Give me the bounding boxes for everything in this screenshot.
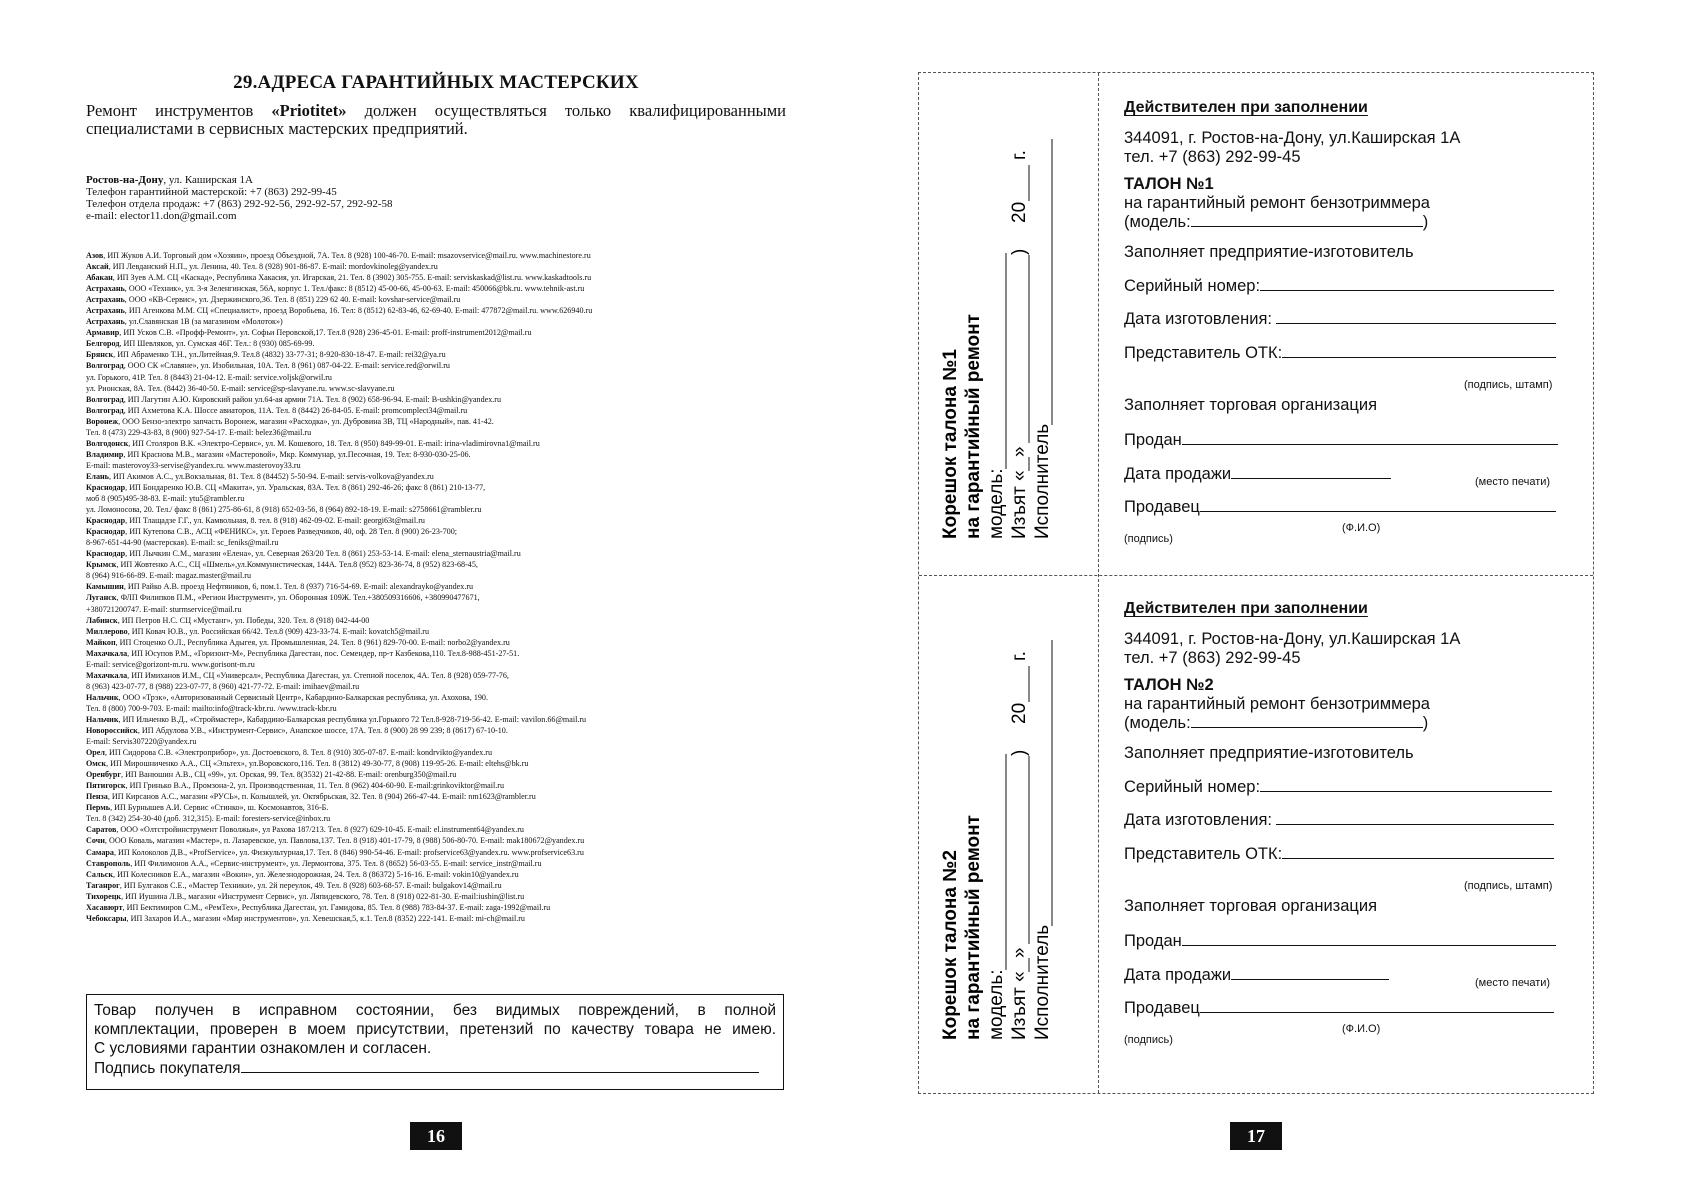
service-center-details: +380721200747. E-mail: sturmservice@mail.ru [86,604,242,614]
service-center-details: ул. Рионская, 8А. Тел. (8442) 36-40-50. E-mail: service@sp-slavyane.ru. www.sc-slavyane.ru [86,383,395,393]
service-center-details: ул. Горького, 41Р. Тел. 8 (8443) 21-04-12. E-mail: service.voljsk@orwil.ru [86,372,332,382]
service-center-details: , ИП Иушина Л.В., магазин «Инструмент Сервис», ул. Ляпидевского, 78. Тел. 8 (918) 022-81-30. E-mail:iushin@list.ru [121,891,525,901]
stub-1-title: Корешок талона №1 [940,349,961,539]
page-number-left: 16 [410,1122,462,1150]
service-center-details: 8 (964) 916-66-89. E-mail: magaz.master@mail.ru [86,571,252,581]
service-center-entry [86,471,786,482]
page-title: 29.АДРЕСА ГАРАНТИЙНЫХ МАСТЕРСКИХ [233,72,639,93]
service-center-city: Абакан [86,273,113,283]
coupon-1-name-hint: (Ф.И.О) [1342,522,1381,534]
service-center-entry [86,460,786,471]
service-center-city: Оренбург [86,770,122,780]
service-center-entry [86,681,786,692]
service-center-entry [86,648,786,659]
service-center-entry [86,604,786,615]
coupon-1-trade-section: Заполняет торговая организация [1124,396,1378,414]
coupon-2-subtitle: на гарантийный ремонт бензотриммера [1124,695,1430,713]
service-center-city: Краснодар [86,527,126,537]
service-center-details: , ООО «КВ-Сервис», ул. Дзержинского,36. Тел. 8 (851) 229 62 40. E-mail: kovshar-service@mail.ru [124,295,461,305]
stub-2-title: Корешок талона №2 [940,850,961,1040]
service-center-entry [86,725,786,736]
service-center-details: , ИП Колоколов Д.В., «ProfService», ул. Физкультурная,17. Тел. 8 (846) 990-54-46. E-mail: profservice63@yandex.ru. www.profservice63.ru [113,847,584,857]
service-center-details: , ИП Петров Н.С. СЦ «Мустанг», ул. Победы, 320. Тел. 8 (918) 042-44-00 [117,615,370,625]
coupon-2-title: ТАЛОН №2 [1124,676,1214,694]
service-center-city: Елань [86,471,109,481]
service-center-city: Краснодар [86,482,126,492]
coupon-1-subtitle: на гарантийный ремонт бензотриммера [1124,194,1430,212]
service-center-entry [86,835,786,846]
service-center-details: , ИП Агенкова М.М. СЦ «Специалист», проезд Воробьева, 16. Тел: 8 (8512) 62-83-46, 62-69-40. E-mail: 477872@mail.ru. www.626940.ru [124,306,593,316]
intro-paragraph [86,102,786,138]
service-center-city: Астрахань [86,284,125,294]
service-center-city: Миллерово [86,626,128,636]
service-center-details: E-mail: service@gorizont-m.ru. www.gorisont-m.ru [86,659,255,669]
coupon-2-sold-label: Продан [1124,932,1182,950]
coupon-1-serial-field[interactable] [1260,276,1554,291]
service-center-details: , ИП Захаров И.А., магазин «Мир инструментов», ул. Хевешская,5, к.1. Тел.8 (8352) 222-141. E-mail: mi-ch@mail.ru [126,913,525,923]
service-center-details: , ИП Ахметова К.А. Шоссе авиаторов, 11А. Тел. 8 (8442) 26-84-05. E-mail: promcomplect34@mail.ru [123,405,468,415]
service-center-entry [86,372,786,383]
coupon-2-valid-note: Действителен при заполнении [1124,600,1368,617]
service-center-details: 8 (963) 423-07-77, 8 (988) 223-07-77, 8 (960) 421-77-72. E-mail: imihaev@mail.ru [86,681,360,691]
service-center-entry [86,858,786,869]
coupon-2-address: 344091, г. Ростов-на-Дону, ул.Каширская 1А [1124,630,1461,648]
service-center-details: , ИП Абраменко Т.Н., ул.Литейная,9. Тел.8 (4832) 33-77-31; 8-920-830-18-47. E-mail: rei32@ya.ru [113,350,446,360]
coupon-1-seller-label: Продавец [1124,498,1200,516]
coupon-2-date-made-field[interactable] [1276,810,1554,825]
service-center-city: Волгоград [86,405,124,415]
service-center-details: , ИП Бондаренко Ю.В. СЦ «Макита», ул. Уральская, 83А. Тел. 8 (861) 292-46-26; факс 8 (861) 210-13-77, [125,482,486,492]
service-center-entry [86,791,786,802]
service-center-city: Хасавюрт [86,902,123,912]
service-center-list [86,250,786,924]
service-center-details: , ИП Жовтенко А.С., СЦ «Шмель»,ул.Коммунистическая, 144А. Тел.8 (952) 823-36-74, 8 (952) 823-68-45, [116,560,478,570]
coupon-2-manufacturer-section: Заполняет предприятие-изготовитель [1124,744,1414,762]
service-center-details: , ИП Мирошниченко А.А., СЦ «Эльтех», ул.Воровского,116. Тел. 8 (3812) 49-30-77, 8 (908) 119-95-26. E-mail: eltehs@bk.ru [106,759,529,769]
service-center-entry [86,427,786,438]
receipt-line-2: комплектации, проверен в моем присутствии, претензий по качеству товара не имею. [94,1021,776,1038]
coupon-2-seller-field[interactable] [1200,998,1554,1013]
coupon-1-title: ТАЛОН №1 [1124,175,1214,193]
stub-1-model: модель: [986,468,1007,539]
buyer-signature-label: Подпись покупателя [94,1060,241,1077]
stub-1-svg [919,73,1098,575]
service-center-entry [86,526,786,537]
service-center-details: , ИП Акимов А.С., ул.Вокзальная, 81. Тел. 8 (84452) 5-50-94. E-mail: servis-volkova@yandex.ru [108,471,434,481]
service-center-city: Волгоград [86,361,124,371]
stub-1-year-suffix: г. [1009,150,1030,160]
service-center-details: , ООО «Техник», ул. 3-я Зеленгинская, 56А, корпус 1. Тел./факс: 8 (8512) 45-00-66, 45-00-63. E-mail: 450066@bk.ru. www.tehnik-ast.ru [124,284,585,294]
service-center-city: Астрахань [86,295,125,305]
coupon-2-serial-field[interactable] [1260,777,1552,792]
coupon-1-model-close: ) [1422,213,1429,231]
service-center-entry [86,449,786,460]
coupon-2-sign-stamp-hint: (подпись, штамп) [1464,880,1553,892]
service-center-city: Камышин [86,582,124,592]
service-center-entry [86,338,786,349]
coupon-1-seller-row [1124,497,1556,517]
headquarters-block [86,174,786,222]
service-center-city: Махачкала [86,648,128,658]
service-center-city: Новороссийск [86,726,138,736]
service-center-city: Волгодонск [86,438,129,448]
coupon-2-date-made-row [1124,810,1554,830]
service-center-details: , ИП Бурнышев А.И. Сервис «Стинко», ш. Космонавтов, 316-Б. [110,803,329,813]
coupon-2-qc-label: Представитель ОТК: [1124,845,1283,863]
service-center-entry [86,570,786,581]
hq-service-phone: Телефон гарантийной мастерской: +7 (863) 292-99-45 [86,186,337,198]
coupon-2-sold-field[interactable] [1182,931,1556,946]
hq-address [86,174,786,186]
stub-2-executor: Исполнитель [1032,924,1053,1040]
stub-1-year-prefix: 20 [1009,201,1030,223]
coupon-1-date-made-label: Дата изготовления: [1124,310,1272,328]
service-center-city: Лабинск [86,615,118,625]
service-center-details: , ИП Левданский Н.П., ул. Ленина, 40. Тел. 8 (928) 901-86-87. E-mail: mordovkinoleg@yandex.ru [108,262,438,272]
service-center-city: Махачкала [86,670,128,680]
coupon-1-valid-note: Действителен при заполнении [1124,99,1368,116]
service-center-entry [86,504,786,515]
stub-1-seized: Изъят « [1009,470,1030,539]
service-center-details: , ООО Бензо-электро запчасть Воронеж, магазин «Расходка», ул. Дубровина 3В, ТЦ «Народный», пав. 41-42. [118,416,494,426]
coupon-1-date-made-row [1124,309,1556,329]
coupon-1-sale-date-field[interactable] [1231,464,1391,479]
buyer-signature-line[interactable] [241,1058,759,1073]
service-center-details: , ИП Бектимиров С.М., «РемТех», Республика Дагестан, ул. Гамидова, 85. Тел. 8 (988) 783-84-37. E-mail: zaga-1992@mail.ru [122,902,551,912]
service-center-entry [86,283,786,294]
service-center-entry [86,626,786,637]
coupon-1-sold-label: Продан [1124,431,1182,449]
service-center-details: ул. Ломоносова, 20. Тел./ факс 8 (861) 275-86-61, 8 (918) 652-03-56, 8 (964) 892-18-19. E-mail: s2758661@rambler.ru [86,505,482,515]
service-center-entry [86,493,786,504]
service-center-city: Волгоград [86,394,124,404]
stub-1-executor: Исполнитель [1032,423,1053,539]
service-center-city: Пятигорск [86,781,126,791]
service-center-entry [86,305,786,316]
service-center-city: Нальчик [86,692,119,702]
service-center-entry [86,482,786,493]
service-center-entry [86,692,786,703]
service-center-city: Омск [86,759,107,769]
service-center-details: , ул.Славянская 1В (за магазином «Молоток») [124,317,283,327]
receipt-line-3: С условиями гарантии ознакомлен и согласен. [94,1040,432,1057]
hq-email: e-mail: elector11.don@gmail.com [86,210,237,222]
service-center-entry [86,548,786,559]
service-center-entry [86,703,786,714]
service-center-city: Чебоксары [86,913,127,923]
service-center-details: , ИП Филимонов А.А., «Сервис-инструмент», ул. Лермонтова, 375. Тел. 8 (8652) 56-03-55. E-mail: service_instr@mail.ru [130,858,542,868]
service-center-details: , ИП Имиханов И.М., СЦ «Универсал», Республика Дагестан, ул. Степной поселок, 4А. Тел. 8 (928) 059-77-76, [127,670,509,680]
stub-2-svg [919,576,1098,1078]
coupon-2-model-row [1124,713,1428,732]
coupon-1-address: 344091, г. Ростов-на-Дону, ул.Каширская 1А [1124,129,1461,147]
coupon-1-serial-row [1124,276,1554,296]
service-center-city: Сочи [86,836,105,846]
coupon-1-seal-place-hint: (место печати) [1475,476,1551,488]
service-center-city: Ставрополь [86,858,131,868]
coupon-2-trade-section: Заполняет торговая организация [1124,897,1378,915]
service-center-city: Владимир [86,449,124,459]
service-center-entry [86,360,786,371]
service-center-details: , ФЛП Филипков П.М., «Регион Инструмент», ул. Оборонная 109Ж. Тел.+380509316606, +380990477671, [116,593,480,603]
stub-2-model: модель: [986,969,1007,1040]
service-center-details: , ИП Жуков А.И. Торговый дом «Хозяин», проезд Объездной, 7А. Тел. 8 (928) 100-46-70. E-mail: msazovservice@mail.ru. www.machinestore.ru [103,251,591,260]
service-center-details: , ООО «Олтстройинструмент Поволжья», ул Рахова 187/213. Тел. 8 (927) 629-10-45. E-mail: el.instrument64@yandex.ru [116,825,524,835]
service-center-entry [86,813,786,824]
service-center-city: Пенза [86,792,108,802]
coupon-stub-2 [919,576,1098,1078]
service-center-entry [86,824,786,835]
service-center-details: Тел. 8 (800) 700-9-703. E-mail: mailto:info@track-kbr.ru. /www.track-kbr.ru [86,703,337,713]
service-center-entry [86,250,786,261]
service-center-entry [86,902,786,913]
service-center-city: Саратов [86,825,117,835]
service-center-entry [86,659,786,670]
stub-1-subtitle: на гарантийный ремонт [963,314,984,539]
service-center-details: , ИП Столяров В.К. «Электро-Сервис», ул. М. Кошевого, 18. Тел. 8 (950) 849-99-01. E-mail: irina-vladimirovna1@mail.ru [128,438,540,448]
service-center-city: Краснодар [86,516,126,526]
coupon-1-qc-row [1124,343,1556,363]
service-center-entry [86,294,786,305]
coupon-1-sign-stamp-hint: (подпись, штамп) [1464,379,1553,391]
stub-1-seized-close: » [1009,446,1030,457]
service-center-details: Тел. 8 (473) 229-43-83, 8 (900) 927-54-17. E-mail: belez36@mail.ru [86,427,312,437]
service-center-entry [86,913,786,924]
receipt-line-1: Товар получен в исправном состоянии, без видимых повреждений, в полной [94,1002,776,1019]
stub-2-year-suffix: г. [1009,651,1030,661]
service-center-entry [86,869,786,880]
service-center-city: Орел [86,748,105,758]
service-center-details: Тел. 8 (342) 254-30-40 (доб. 312,315). E-mail: foresters-service@inbox.ru [86,814,331,824]
coupon-2-sale-date-row [1124,965,1389,985]
stub-2-seized: Изъят « [1009,971,1030,1040]
service-center-entry [86,515,786,526]
service-center-details: , ООО «Трэк», «Авторизованный Сервисный Центр», Кабардино-Балкарская республика, ул. Ахохова, 190. [118,692,488,702]
service-center-entry [86,383,786,394]
warranty-coupon-2 [1099,576,1595,1078]
service-center-entry [86,394,786,405]
coupon-2-date-made-label: Дата изготовления: [1124,811,1272,829]
service-center-city: Тихорецк [86,891,122,901]
service-center-details: , ИП Юсупов Р.М., «Горизонт-М», Республика Дагестан, пос. Семендер, пр-т Казбекова,110. Тел.8-988-451-27-51. [127,648,520,658]
service-center-entry [86,880,786,891]
service-center-entry [86,416,786,427]
service-center-details: , ИП Ильченко В.Д., «Строймастер», Кабардино-Балкарская республика ул.Горького 72 Тел.8-928-719-56-42. E-mail: vavilon.66@mail.ru [118,714,587,724]
service-center-details: , ИП Тлащадзе Г.Г., ул. Камвольная, 8. тел. 8 (918) 462-09-02. E-mail: georgi63t@mail.ru [125,516,425,526]
coupon-1-qc-label: Представитель ОТК: [1124,344,1283,362]
coupon-2-signature-hint: (подпись) [1124,1034,1173,1046]
service-center-city: Аксай [86,262,109,272]
intro-after: должен осуществляться только квалифицированными специалистами в сервисных мастерских предприятий. [86,101,787,138]
service-center-entry [86,780,786,791]
service-center-city: Самара [86,847,114,857]
warranty-coupons [918,72,1594,1094]
service-center-entry [86,438,786,449]
service-center-entry [86,349,786,360]
coupon-2-qc-row [1124,844,1554,864]
service-center-details: E-mail: masterovoy33-servise@yandex.ru. www.masterovoy33.ru [86,460,301,470]
coupon-2-sale-date-field[interactable] [1231,965,1389,980]
service-center-entry [86,327,786,338]
service-center-entry [86,802,786,813]
service-center-city: Краснодар [86,549,126,559]
service-center-details: , ООО Коваль, магазин «Мастер», п. Лазаревское, ул. Павлова,137. Тел. 8 (918) 401-17-79, 8 (988) 506-80-70. E-mail: mak180672@yandex.ru [104,836,585,846]
coupon-2-sale-date-label: Дата продажи [1124,966,1232,984]
page-number-right: 17 [1230,1122,1282,1150]
service-center-details: , ИП Шевляков, ул. Сумская 46Г. Тел.: 8 (930) 085-69-99. [119,339,315,349]
coupon-2-seal-place-hint: (место печати) [1475,977,1551,989]
service-center-details: , ИП Краснова М.В., магазин «Мастеровой», Мкр. Коммунар, ул.Песочная, 19. Тел: 8-930-030-25-06. [123,449,471,459]
brand-name: «Priotitet» [271,101,347,120]
service-center-entry [86,714,786,725]
coupon-1-serial-label: Серийный номер: [1124,277,1261,295]
service-center-details: , ИП Абдулова У.В., «Инструмент-Сервис», Анапское шоссе, 17А. Тел. 8 (900) 28 99 239; 8 (8617) 67-10-10. [137,726,508,736]
service-center-details: , ИП Булгаков С.Е., «Мастер Техники», ул. 2й переулок, 49. Тел. 8 (928) 603-68-57. E-mail: bulgakov14@mail.ru [119,880,502,890]
service-center-city: Белгород [86,339,120,349]
coupon-1-sale-date-row [1124,464,1391,484]
coupon-1-manufacturer-section: Заполняет предприятие-изготовитель [1124,243,1414,261]
hq-sales-phone: Телефон отдела продаж: +7 (863) 292-92-56, 292-92-57, 292-92-58 [86,198,393,210]
coupon-2-seller-row [1124,998,1554,1018]
service-center-entry [86,847,786,858]
receipt-confirmation-box [86,994,784,1090]
service-center-city: Брянск [86,350,114,360]
service-center-city: Армавир [86,328,120,338]
service-center-details: , ИП Кирсанов А.С., магазин «РУСЬ», п. Колышлей, ул. Октябрьская, 32. Тел. 8 (904) 266-47-44. E-mail: nm1623@rambler.ru [107,792,536,802]
service-center-entry [86,581,786,592]
service-center-details: , ИП Кутепова С.В., АСЦ «ФЕНИКС», ул. Героев Разведчиков, 40, оф. 28 Тел. 8 (900) 26-23-700; [125,527,458,537]
service-center-city: Майкоп [86,637,116,647]
stub-2-seized-close: » [1009,947,1030,958]
service-center-details: , ИП Лагутин А.Ю. Кировский район ул.64-ая армии 71А. Тел. 8 (902) 658-96-94. E-mail: B-ushkin@yandex.ru [123,394,502,404]
service-center-entry [86,559,786,570]
coupon-1-phone: тел. +7 (863) 292-99-45 [1124,148,1301,166]
coupon-1-qc-field[interactable] [1282,343,1556,358]
service-center-entry [86,670,786,681]
service-center-entry [86,637,786,648]
coupon-1-model-label: (модель: [1124,213,1191,231]
service-center-entry [86,769,786,780]
stub-2-paren: ) [1009,749,1030,756]
service-center-details: , ИП Райко А.В. проезд Нефтяников, 6, пом.1. Тел. 8 (937) 716-54-69. E-mail: alexandrayko@yandex.ru [123,582,474,592]
service-center-city: Луганск [86,593,117,603]
service-center-entry [86,405,786,416]
buyer-signature-row [94,1058,776,1078]
intro-before: Ремонт инструментов [86,101,272,120]
left-page [86,72,786,924]
coupon-2-serial-label: Серийный номер: [1124,778,1261,796]
coupon-2-seller-label: Продавец [1124,999,1200,1017]
service-center-details: 8-967-651-44-90 (мастерская). E-mail: sc_feniks@mail.ru [86,538,279,548]
service-center-details: , ИП Стоценко О.Л., Республика Адыгея, ул. Промышленная, 24. Тел. 8 (961) 829-70-00. E-mail: norbo2@yandex.ru [115,637,510,647]
service-center-details: , ИП Усков С.В. «Профф-Ремонт», ул. Софьи Перовской,17. Тел.8 (928) 236-45-01. E-mail: proff-instrument2012@mail.ru [119,328,532,338]
service-center-entry [86,316,786,327]
service-center-details: моб 8 (905)495-38-83. E-mail: ytu5@rambler.ru [86,494,245,504]
service-center-details: , ИП Гринько В.А., Промзона-2, ул. Производственная, 11. Тел. 8 (962) 404-60-90. E-mail:grinkoviktor@mail.ru [125,781,505,791]
service-center-city: Пермь [86,803,111,813]
service-center-details: , ИП Ковач Ю.В., ул. Российская 66/42. Тел.8 (909) 423-33-74. E-mail: kovatch5@mail.ru [127,626,430,636]
coupon-2-name-hint: (Ф.И.О) [1342,1023,1381,1035]
service-center-city: Сальск [86,869,114,879]
service-center-city: Таганрог [86,880,120,890]
warranty-coupon-1 [1099,73,1595,575]
coupon-2-qc-field[interactable] [1282,844,1554,859]
coupon-1-signature-hint: (подпись) [1124,533,1173,545]
hq-city: Ростов-на-Дону [86,174,164,186]
service-center-details: , ИП Сидорова С.В. «Электроприбор», ул. Достоевского, 8. Тел. 8 (910) 305-07-87. E-mail: kondrvikto@yandex.ru [104,748,493,758]
service-center-entry [86,736,786,747]
service-center-entry [86,592,786,603]
service-center-entry [86,537,786,548]
coupon-2-model-label: (модель: [1124,714,1191,732]
service-center-details: , ИП Лычкин С.М., магазин «Елена», ул. Северная 263/20 Тел. 8 (861) 253-53-14. E-mail: elena_sternaustria@mail.ru [125,549,521,559]
service-center-details: , ИП Ванюшин А.В., СЦ «99», ул. Орская, 99. Тел. 8(3532) 21-42-88. E-mail: orenburg350@mail.ru [121,770,457,780]
service-center-entry [86,261,786,272]
stub-2-subtitle: на гарантийный ремонт [963,815,984,1040]
service-center-city: Астрахань [86,317,125,327]
coupon-2-serial-row [1124,777,1552,797]
service-center-entry [86,747,786,758]
service-center-city: Воронеж [86,416,119,426]
stub-2-year-prefix: 20 [1009,702,1030,724]
coupon-2-model-close: ) [1422,714,1429,732]
service-center-details: , ИП Колесников Е.А., магазин «Вокин», ул. Железнодорожная, 24. Тел. 8 (86372) 5-16-16. E-mail: vokin10@yandex.ru [113,869,519,879]
service-center-city: Нальчик [86,714,119,724]
coupon-2-model-field[interactable] [1191,713,1423,728]
coupon-1-seller-field[interactable] [1200,497,1556,512]
coupon-stub-1 [919,73,1098,575]
service-center-details: , ООО СК «Славяне», ул. Изобильная, 10А. Тел. 8 (961) 087-04-22. E-mail: service.red@orwil.ru [123,361,450,371]
coupon-1-sale-date-label: Дата продажи [1124,465,1232,483]
coupon-1-sold-row [1124,430,1558,450]
service-center-details: E-mail: Servis307220@yandex.ru [86,737,197,747]
service-center-entry [86,758,786,769]
service-center-city: Астрахань [86,306,125,316]
service-center-entry [86,891,786,902]
service-center-entry [86,615,786,626]
service-center-entry [86,272,786,283]
coupon-2-sold-row [1124,931,1556,951]
coupon-1-sold-field[interactable] [1182,430,1558,445]
coupon-1-model-row [1124,212,1428,231]
service-center-city: Азов [86,251,104,260]
service-center-city: Крымск [86,560,117,570]
stub-1-paren: ) [1009,248,1030,255]
hq-street: , ул. Каширская 1А [163,174,253,186]
service-center-details: , ИП Зуев А.М. СЦ «Каскад», Республика Хакасия, ул. Игарская, 21. Тел. 8 (3902) 305-755. E-mail: serviskaskad@list.ru. www.kaskadtools.ru [112,273,592,283]
coupon-1-date-made-field[interactable] [1276,309,1556,324]
coupon-2-phone: тел. +7 (863) 292-99-45 [1124,649,1301,667]
coupon-1-model-field[interactable] [1191,212,1423,227]
